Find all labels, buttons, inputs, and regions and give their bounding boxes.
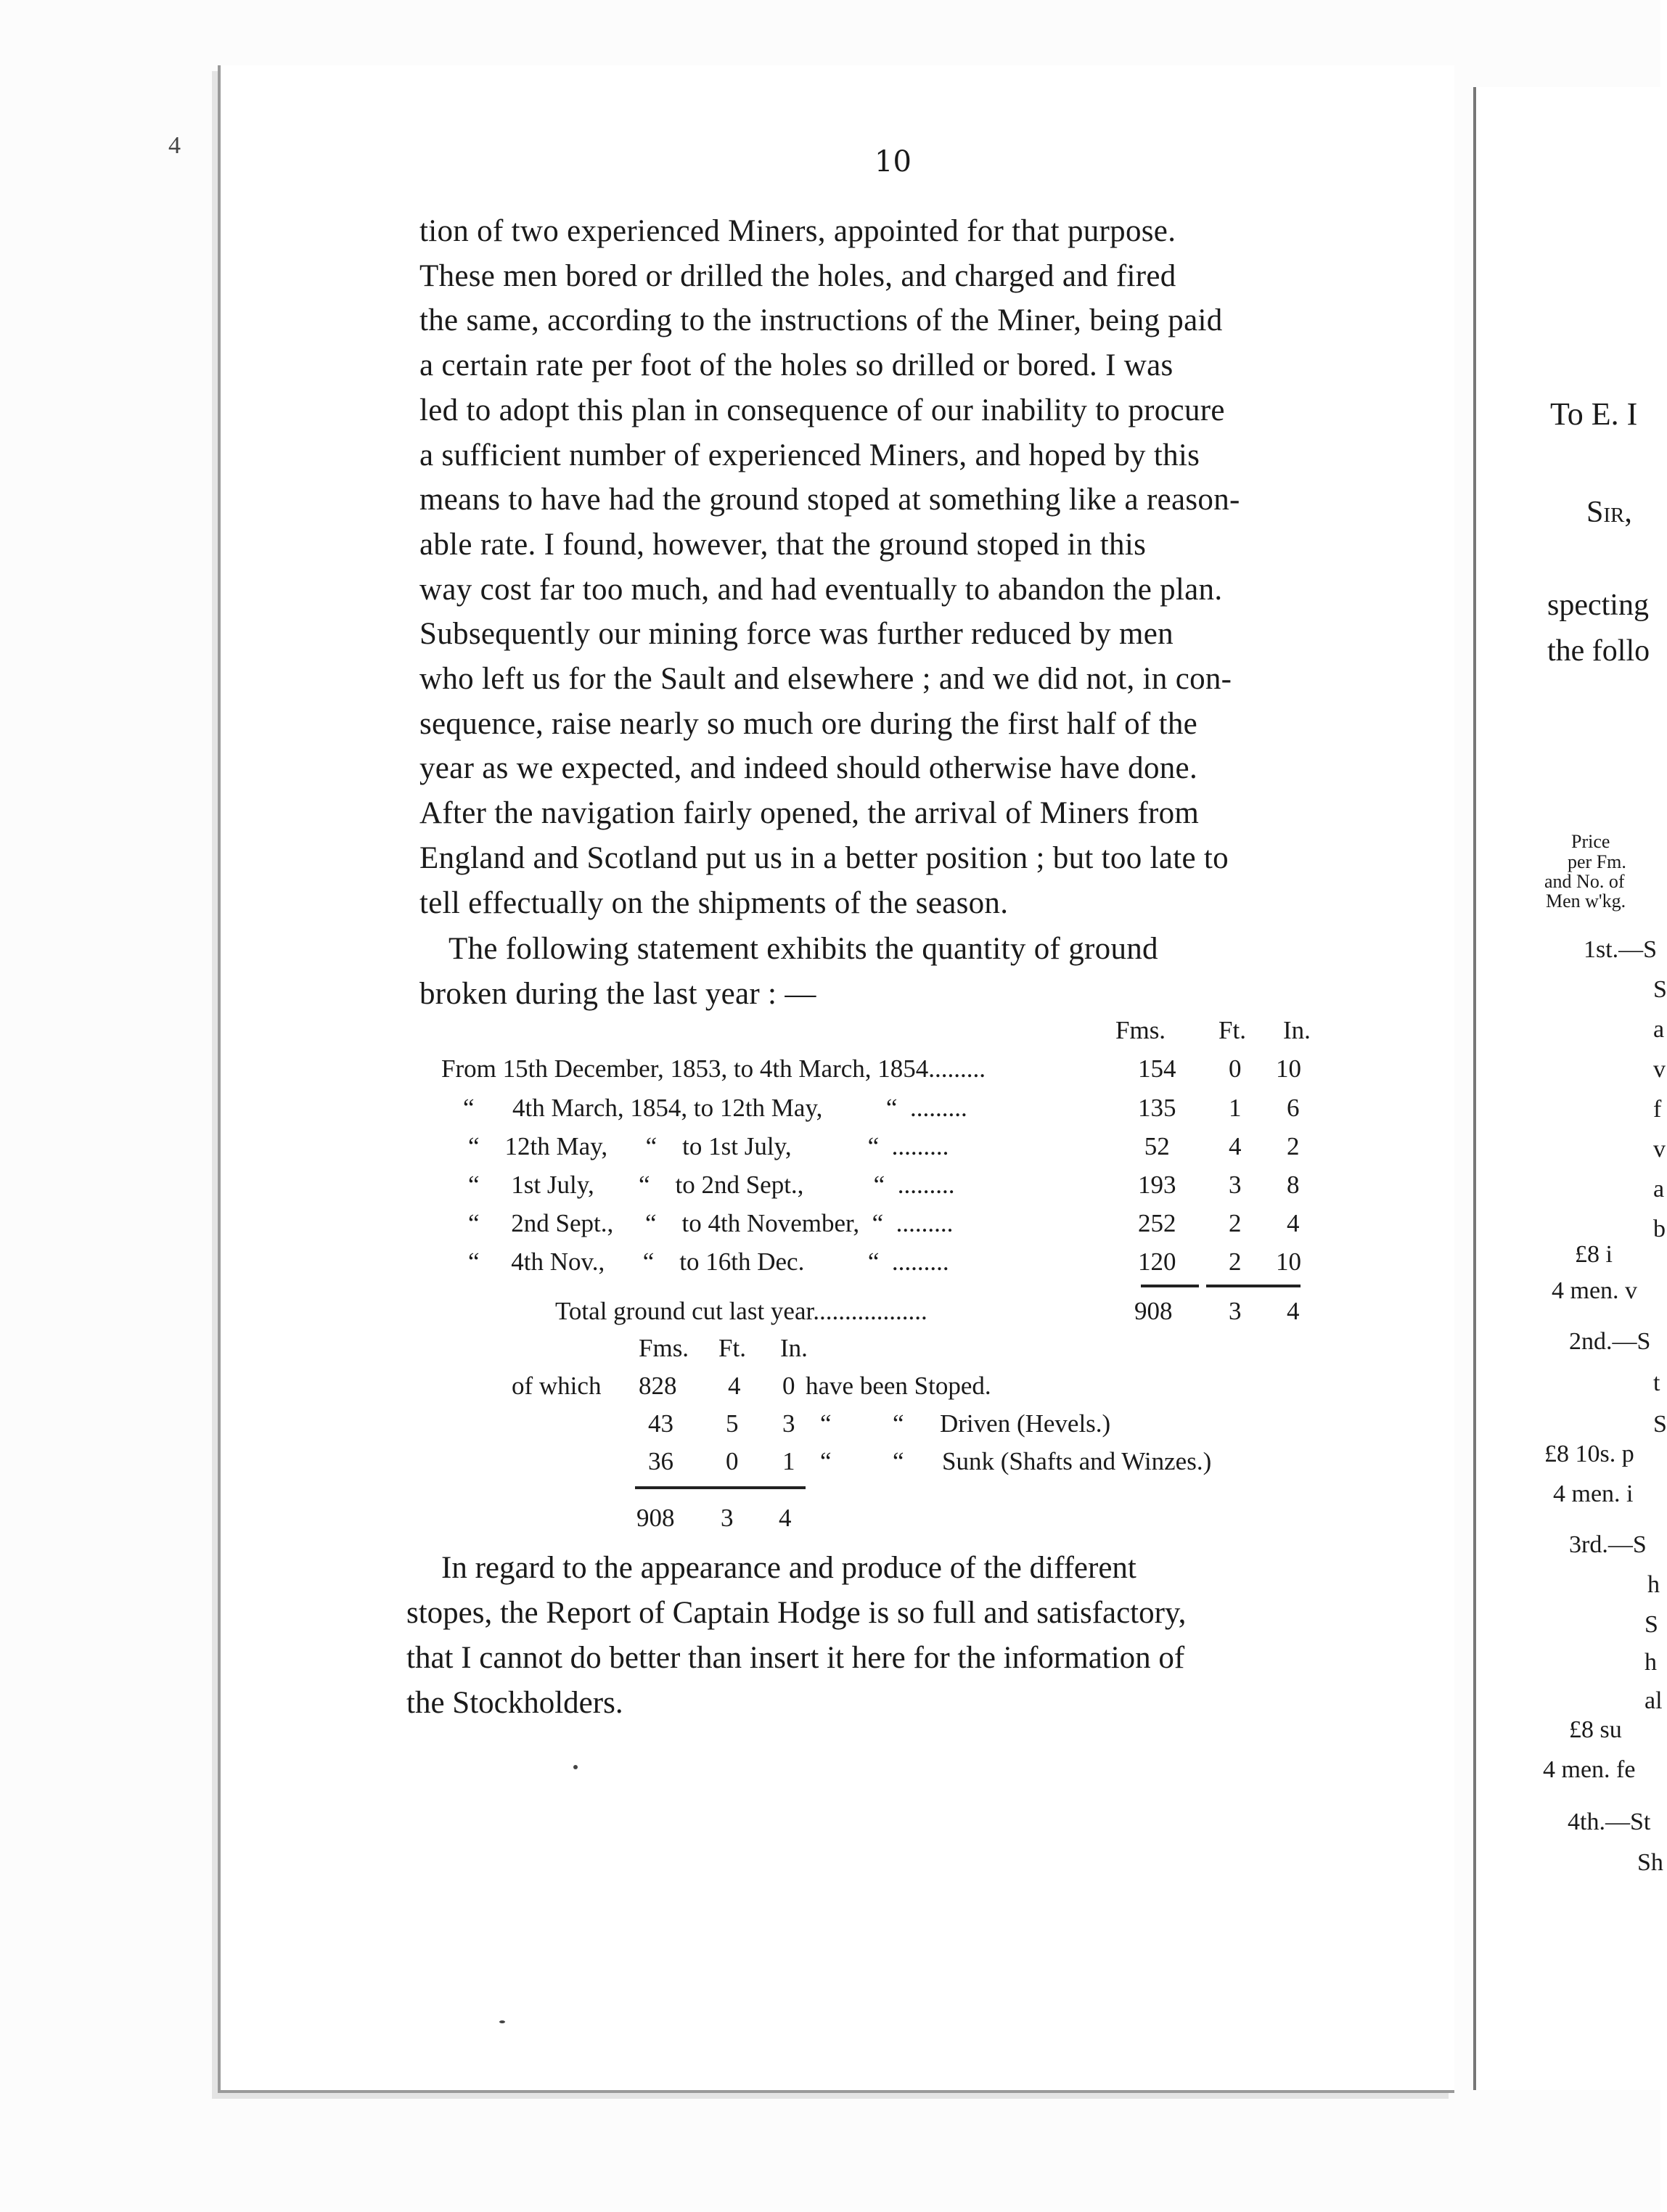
row-in: 10 xyxy=(1276,1054,1301,1083)
right-fragment: a xyxy=(1653,1176,1665,1203)
right-fragment: 4 men. i xyxy=(1553,1480,1634,1507)
text-line: In regard to the appearance and produce of the different xyxy=(441,1551,1136,1585)
text-line: a certain rate per foot of the holes so drilled or bored. I was xyxy=(419,348,1174,383)
salutation-to: To E. I xyxy=(1550,396,1638,432)
row-in: 6 xyxy=(1287,1094,1300,1122)
breakdown-total-fms: 908 xyxy=(636,1504,675,1532)
breakdown-in: 1 xyxy=(782,1447,795,1475)
row-ft: 0 xyxy=(1229,1054,1242,1083)
page-number: 10 xyxy=(875,145,912,179)
breakdown-ft: 0 xyxy=(726,1447,739,1475)
right-page xyxy=(1473,87,1663,2090)
total-rule-fms xyxy=(1141,1285,1199,1287)
row-ft: 2 xyxy=(1229,1209,1242,1237)
right-fragment: 2nd.—S xyxy=(1569,1328,1651,1355)
total-in: 4 xyxy=(1287,1297,1300,1325)
right-fragment: 3rd.—S xyxy=(1569,1531,1647,1558)
breakdown-total-ft: 3 xyxy=(721,1504,734,1532)
row-in: 2 xyxy=(1287,1132,1300,1160)
intro-line: The following statement exhibits the quantity of ground xyxy=(449,932,1158,967)
breakdown-rule-ftin xyxy=(715,1486,806,1489)
total-label: Total ground cut last year.................. xyxy=(555,1297,927,1325)
text-line: the same, according to the instructions of the Miner, being paid xyxy=(419,303,1223,338)
ink-speck xyxy=(573,1765,578,1769)
text-line: After the navigation fairly opened, the arrival of Miners from xyxy=(419,796,1200,831)
row-fms: 52 xyxy=(1138,1132,1170,1160)
right-fragment: 4th.—St xyxy=(1568,1808,1651,1835)
breakdown-in: 0 xyxy=(782,1372,795,1400)
breakdown-header-in: In. xyxy=(780,1334,808,1362)
text-line: Subsequently our mining force was further reduced by men xyxy=(419,617,1174,652)
text-line: the Stockholders. xyxy=(406,1686,623,1720)
row-ft: 1 xyxy=(1229,1094,1242,1122)
breakdown-in: 3 xyxy=(782,1409,795,1438)
row-in: 8 xyxy=(1287,1171,1300,1199)
right-fragment: b xyxy=(1653,1216,1666,1242)
row-fms: 252 xyxy=(1138,1209,1176,1237)
breakdown-desc: have been Stoped. xyxy=(806,1372,991,1400)
text-line: able rate. I found, however, that the ground stoped in this xyxy=(419,527,1147,562)
row-period: “ 4th March, 1854, to 12th May, “ ......... xyxy=(463,1094,967,1122)
text-line: sequence, raise nearly so much ore during the first half of the xyxy=(419,706,1198,741)
right-fragment: v xyxy=(1653,1056,1666,1083)
right-fragment: al xyxy=(1645,1687,1663,1714)
row-ft: 4 xyxy=(1229,1132,1242,1160)
price-column-header: per Fm. xyxy=(1568,851,1626,872)
header-in: In. xyxy=(1283,1016,1311,1044)
right-fragment: £8 10s. p xyxy=(1544,1441,1634,1467)
breakdown-ditto-2: “ xyxy=(893,1447,904,1475)
breakdown-header-ft: Ft. xyxy=(718,1334,746,1362)
text-line: led to adopt this plan in consequence of our inability to procure xyxy=(419,393,1225,427)
closing-paragraph xyxy=(406,1546,1330,1726)
breakdown-fms: 828 xyxy=(639,1372,677,1400)
total-fms: 908 xyxy=(1134,1297,1173,1325)
text-line: year as we expected, and indeed should otherwise have done. xyxy=(419,751,1197,786)
right-fragment: 1st.—S xyxy=(1584,936,1658,963)
right-fragment: h xyxy=(1647,1571,1660,1598)
breakdown-desc: Sunk (Shafts and Winzes.) xyxy=(942,1447,1212,1475)
row-ft: 2 xyxy=(1229,1248,1242,1276)
row-fms: 135 xyxy=(1138,1094,1176,1122)
breakdown-ditto-2: “ xyxy=(893,1409,904,1438)
row-period: “ 12th May, “ to 1st July, “ ......... xyxy=(468,1132,949,1160)
right-text-line: specting xyxy=(1547,589,1649,622)
breakdown-fms: 43 xyxy=(648,1409,673,1438)
ink-speck xyxy=(499,2020,505,2023)
row-ft: 3 xyxy=(1229,1171,1242,1199)
row-period: “ 4th Nov., “ to 16th Dec. “ ......... xyxy=(468,1248,949,1276)
breakdown-fms: 36 xyxy=(648,1447,673,1475)
breakdown-rule-fms xyxy=(635,1486,716,1489)
right-fragment: t xyxy=(1653,1369,1660,1396)
intro-line: broken during the last year : — xyxy=(419,976,816,1011)
breakdown-header-fms: Fms. xyxy=(639,1334,689,1362)
row-fms: 193 xyxy=(1138,1171,1176,1199)
right-text-line: the follo xyxy=(1547,634,1650,668)
right-fragment: Sh xyxy=(1637,1849,1663,1876)
right-fragment: v xyxy=(1653,1136,1666,1163)
right-fragment: 4 men. fe xyxy=(1543,1756,1636,1783)
right-fragment: f xyxy=(1653,1096,1662,1123)
text-line: a sufficient number of experienced Miners, and hoped by this xyxy=(419,438,1200,472)
right-fragment: £8 i xyxy=(1575,1241,1613,1268)
total-rule-ftin xyxy=(1206,1285,1301,1287)
breakdown-ft: 5 xyxy=(726,1409,739,1438)
text-line: that I cannot do better than insert it here for the information of xyxy=(406,1641,1185,1675)
right-fragment: a xyxy=(1653,1016,1665,1043)
breakdown-ditto-1: “ xyxy=(820,1409,832,1438)
text-line: These men bored or drilled the holes, and charged and fired xyxy=(419,258,1176,293)
row-period: From 15th December, 1853, to 4th March, 1854......... xyxy=(441,1054,986,1083)
text-line: tell effectually on the shipments of the season. xyxy=(419,885,1009,920)
row-in: 10 xyxy=(1276,1248,1301,1276)
price-column-header: Price xyxy=(1571,831,1610,852)
right-fragment: S xyxy=(1653,1411,1667,1438)
breakdown-lead: of which xyxy=(512,1372,602,1400)
row-period: “ 1st July, “ to 2nd Sept., “ ......... xyxy=(468,1171,955,1199)
right-fragment: £8 su xyxy=(1569,1716,1622,1743)
body-paragraph xyxy=(419,209,1343,1017)
row-in: 4 xyxy=(1287,1209,1300,1237)
salutation-sir: Sir, xyxy=(1586,496,1632,529)
breakdown-ditto-1: “ xyxy=(820,1447,832,1475)
row-period: “ 2nd Sept., “ to 4th November, “ ......... xyxy=(468,1209,954,1237)
header-fms: Fms. xyxy=(1115,1016,1166,1044)
text-line: tion of two experienced Miners, appointed for that purpose. xyxy=(419,214,1176,248)
breakdown-desc: Driven (Hevels.) xyxy=(940,1409,1111,1438)
corner-page-mark: 4 xyxy=(168,132,181,159)
text-line: way cost far too much, and had eventually to abandon the plan. xyxy=(419,572,1223,607)
price-column-header: Men w'kg. xyxy=(1546,890,1626,912)
row-fms: 154 xyxy=(1138,1054,1176,1083)
row-fms: 120 xyxy=(1138,1248,1176,1276)
total-ft: 3 xyxy=(1229,1297,1242,1325)
text-line: who left us for the Sault and elsewhere ; and we did not, in con- xyxy=(419,662,1232,697)
right-fragment: 4 men. v xyxy=(1552,1277,1638,1304)
header-ft: Ft. xyxy=(1218,1016,1246,1044)
breakdown-ft: 4 xyxy=(728,1372,741,1400)
text-line: stopes, the Report of Captain Hodge is so full and satisfactory, xyxy=(406,1596,1187,1630)
price-column-header: and No. of xyxy=(1544,871,1625,892)
text-line: means to have had the ground stoped at something like a reason- xyxy=(419,483,1240,517)
text-line: England and Scotland put us in a better position ; but too late to xyxy=(419,840,1229,875)
right-fragment: S xyxy=(1653,976,1667,1003)
right-fragment: h xyxy=(1645,1649,1657,1676)
right-fragment: S xyxy=(1645,1611,1658,1638)
breakdown-total-in: 4 xyxy=(779,1504,792,1532)
